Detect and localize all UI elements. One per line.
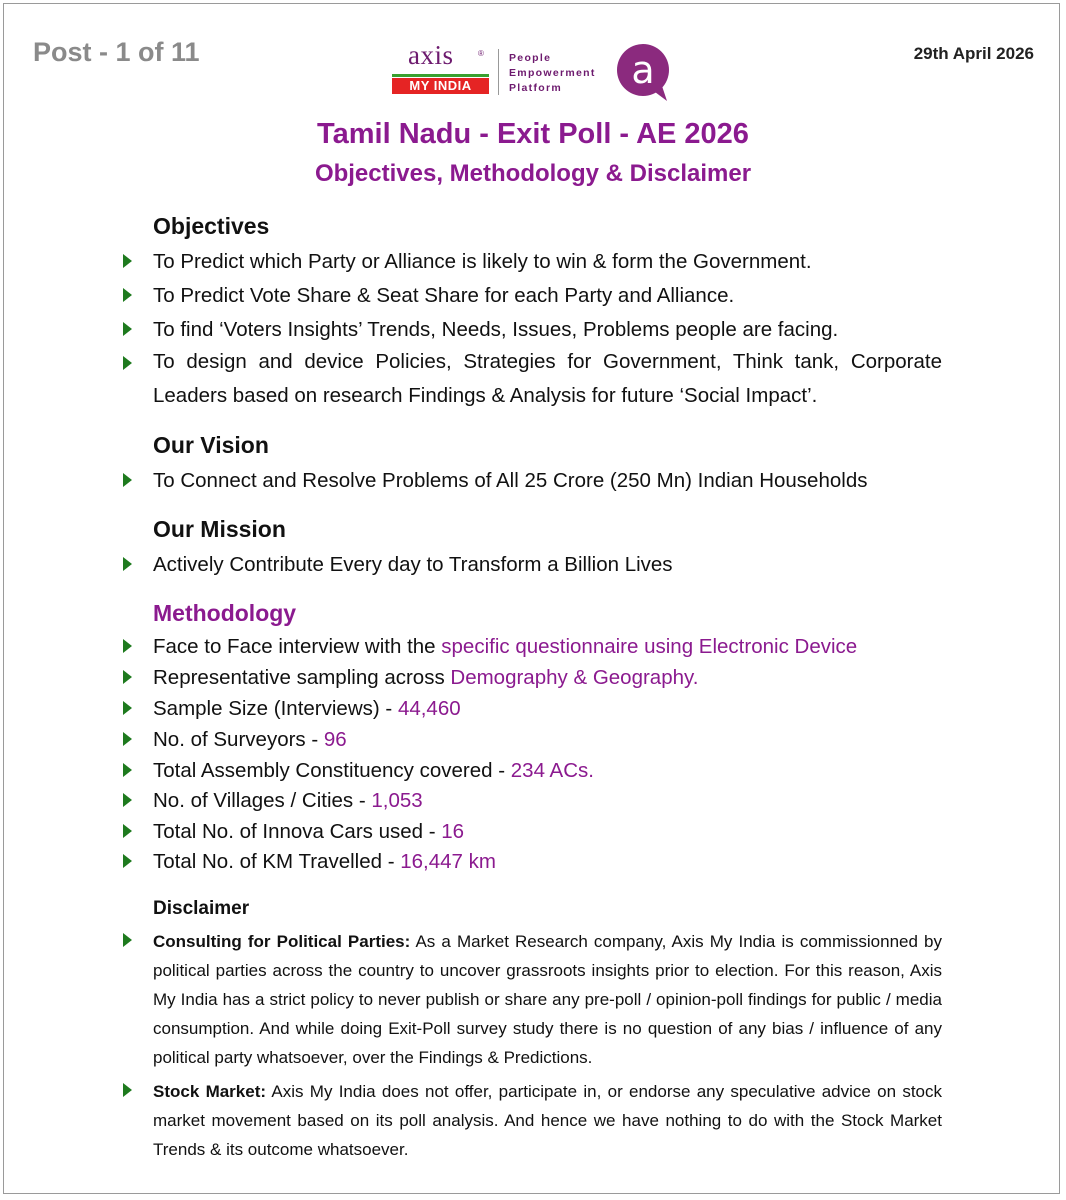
disclaimer-item-title: Consulting for Political Parties: [153, 932, 411, 951]
methodology-label: Representative sampling across [153, 666, 451, 689]
bullet-arrow-icon [123, 322, 132, 336]
methodology-label: No. of Villages / Cities - [153, 789, 372, 812]
methodology-text [153, 666, 942, 690]
bullet-arrow-icon [123, 254, 132, 268]
methodology-text [153, 759, 942, 783]
bullet-arrow-icon [123, 933, 132, 947]
disclaimer-heading: Disclaimer [153, 898, 250, 919]
logo-divider [498, 49, 499, 95]
objective-text: To Predict which Party or Alliance is likely to win & form the Government. [153, 250, 812, 273]
bullet-arrow-icon [123, 732, 132, 746]
mission-heading: Our Mission [153, 516, 286, 542]
axis-my-india-logo [392, 40, 682, 103]
bullet-arrow-icon [123, 763, 132, 777]
methodology-label: Total No. of Innova Cars used - [153, 820, 442, 843]
bullet-arrow-icon [123, 557, 132, 571]
logo-tagline [509, 51, 596, 96]
logo-tagline-line: Platform [509, 82, 562, 94]
methodology-text [153, 789, 942, 813]
logo-brand-word: axis [408, 40, 454, 70]
logo-tagline-line: People [509, 52, 552, 64]
bullet-arrow-icon [123, 701, 132, 715]
methodology-text [153, 697, 942, 721]
methodology-value: 1,053 [371, 789, 423, 812]
methodology-value: 234 ACs. [510, 759, 594, 782]
logo-mark-letter: a [631, 48, 655, 92]
methodology-value: 44,460 [397, 697, 461, 720]
bullet-arrow-icon [123, 1083, 132, 1097]
disclaimer-item-title: Stock Market: [153, 1082, 267, 1101]
vision-text: To Connect and Resolve Problems of All 25 Crore (250 Mn) Indian Households [153, 469, 868, 492]
page-title: Tamil Nadu - Exit Poll - AE 2026 [317, 118, 749, 150]
disclaimer-text [153, 927, 942, 1072]
bullet-arrow-icon [123, 854, 132, 868]
logo-green-bar [392, 74, 489, 77]
bullet-arrow-icon [123, 793, 132, 807]
post-date: 29th April 2026 [913, 44, 1034, 63]
bullet-arrow-icon [123, 288, 132, 302]
disclaimer-text [153, 1077, 942, 1164]
bullet-arrow-icon [123, 670, 132, 684]
methodology-label: Total No. of KM Travelled - [153, 850, 401, 873]
mission-text: Actively Contribute Every day to Transform a Billion Lives [153, 553, 673, 576]
methodology-value: 16 [441, 820, 465, 843]
methodology-text [153, 728, 942, 752]
bullet-arrow-icon [123, 824, 132, 838]
methodology-heading: Methodology [153, 600, 297, 626]
methodology-value: 16,447 km [400, 850, 496, 873]
post-counter: Post - 1 of 11 [33, 37, 200, 67]
disclaimer-item-body: As a Market Research company, Axis My India is commissionned by political parties across the country to uncover grassroots insights prior to election. For this reason, Axis My India has a strict policy to never publish or share any pre-poll / opinion-poll findings for public / media consumption. And while doing Exit-Poll survey study there is no question of any bias / influence of any political party whatsoever, over the Findings & Predictions. [153, 932, 943, 1067]
bullet-arrow-icon [123, 639, 132, 653]
methodology-text [153, 635, 942, 659]
methodology-label: Sample Size (Interviews) - [153, 697, 398, 720]
methodology-text [153, 820, 942, 844]
logo-registered-mark: ® [478, 49, 484, 58]
page-subtitle: Objectives, Methodology & Disclaimer [314, 160, 752, 187]
objectives-heading: Objectives [153, 213, 270, 239]
methodology-value: Demography & Geography. [450, 666, 699, 689]
methodology-text [153, 850, 942, 874]
logo-brand-sub: MY INDIA [392, 78, 489, 94]
speech-bubble-a-icon [615, 43, 673, 103]
disclaimer-item-body: Axis My India does not offer, participate in, or endorse any speculative advice on stock market movement based on its poll analysis. And hence we have nothing to do with the Stock Market Trends & its outcome whatsoever. [153, 1082, 943, 1159]
objective-text: To Predict Vote Share & Seat Share for each Party and Alliance. [153, 284, 735, 307]
logo-tagline-line: Empowerment [509, 67, 596, 79]
methodology-label: Face to Face interview with the [153, 635, 442, 658]
objective-text: To design and device Policies, Strategies for Government, Think tank, Corporate Leaders based on research Findings & Analysis for future ‘Social Impact’. [153, 350, 942, 407]
methodology-label: No. of Surveyors - [153, 728, 324, 751]
bullet-arrow-icon [123, 356, 132, 370]
bullet-arrow-icon [123, 473, 132, 487]
objective-text: To find ‘Voters Insights’ Trends, Needs, Issues, Problems people are facing. [153, 318, 839, 341]
methodology-value: specific questionnaire using Electronic Device [441, 635, 858, 658]
methodology-label: Total Assembly Constituency covered - [153, 759, 511, 782]
methodology-value: 96 [323, 728, 347, 751]
vision-heading: Our Vision [153, 432, 269, 458]
